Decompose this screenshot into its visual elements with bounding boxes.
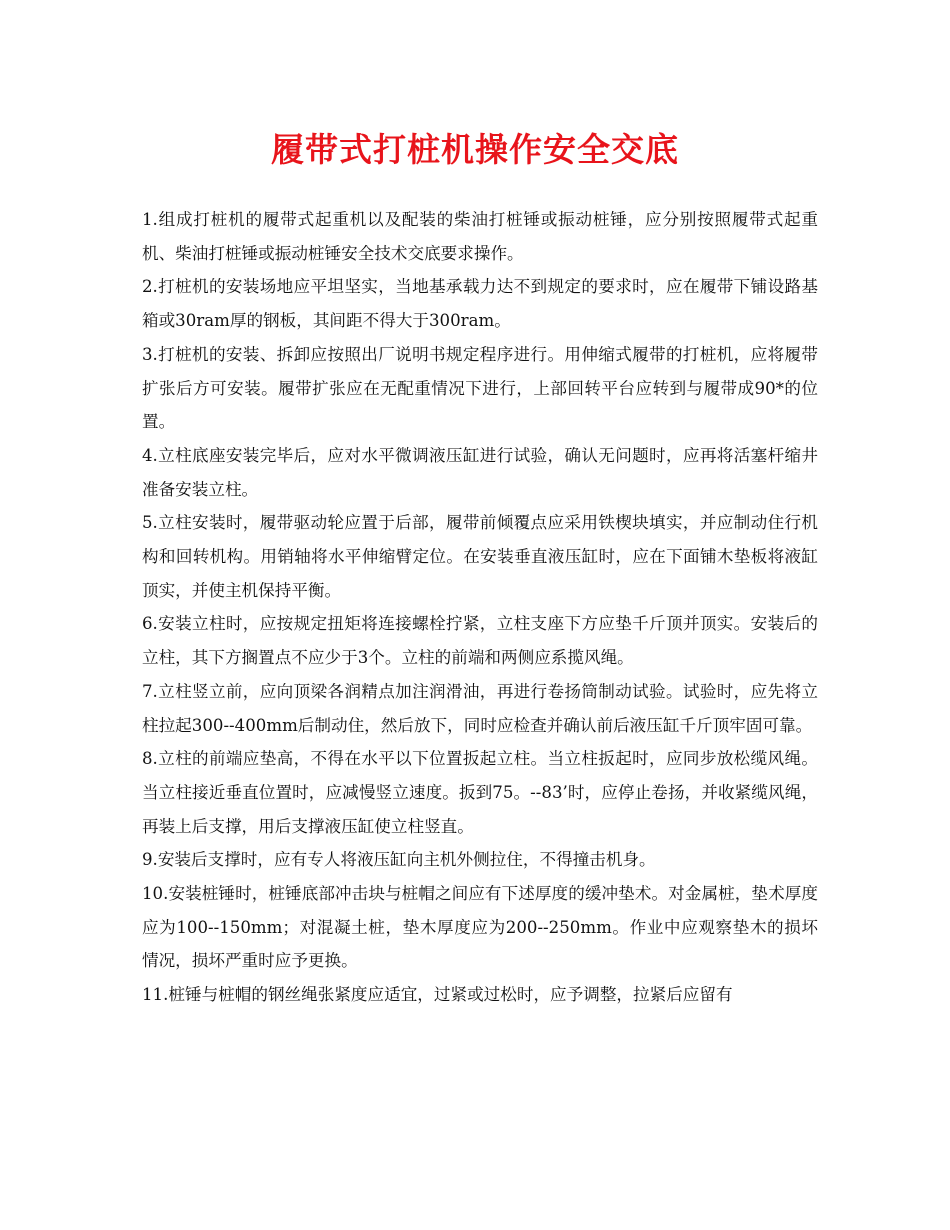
paragraph-7: 7.立柱竖立前，应向顶梁各润精点加注润滑油，再进行卷扬筒制动试验。试验时，应先将立柱拉起300--400mm后制动住，然后放下，同时应检查并确认前后液压缸千斤顶牢固可靠。 xyxy=(142,681,818,735)
paragraph-5: 5.立柱安装时，履带驱动轮应置于后部，履带前倾覆点应采用铁楔块填实，并应制动住行机构和回转机构。用销轴将水平伸缩臂定位。在安装垂直液压缸时，应在下面铺木垫板将液缸顶实，并使主机保持平衡。 xyxy=(142,513,818,600)
paragraph-2: 2.打桩机的安装场地应平坦坚实，当地基承载力达不到规定的要求时，应在履带下铺设路基箱或30ram厚的钢板，其间距不得大于300ram。 xyxy=(142,277,818,331)
paragraph-3: 3.打桩机的安装、拆卸应按照出厂说明书规定程序进行。用伸缩式履带的打桩机，应将履带扩张后方可安装。履带扩张应在无配重情况下进行，上部回转平台应转到与履带成90*的位置。 xyxy=(142,344,818,432)
paragraph-10: 10.安装桩锤时，桩锤底部冲击块与桩帽之间应有下述厚度的缓冲垫术。对金属桩，垫术厚度应为100--150mm；对混凝土桩，垫木厚度应为200--250mm。作业中应观察垫木的损坏情况，损坏严重时应予更换。 xyxy=(142,884,818,971)
paragraph-8: 8.立柱的前端应垫高，不得在水平以下位置扳起立柱。当立柱扳起时，应同步放松缆风绳。当立柱接近垂直位置时，应减慢竖立速度。扳到75。--83’时，应停止卷扬，并收紧缆风绳，再装上后支撑，用后支撑液压缸使立柱竖直。 xyxy=(142,749,818,836)
paragraph-6: 6.安装立柱时，应按规定扭矩将连接螺栓拧紧，立柱支座下方应垫千斤顶并顶实。安装后的立柱，其下方搁置点不应少于3个。立柱的前端和两侧应系揽风绳。 xyxy=(142,614,818,668)
paragraph-9: 9.安装后支撑时，应有专人将液压缸向主机外侧拉住，不得撞击机身。 xyxy=(142,850,656,870)
paragraph-1: 1.组成打桩机的履带式起重机以及配装的柴油打桩锤或振动桩锤，应分别按照履带式起重机、柴油打桩锤或振动桩锤安全技术交底要求操作。 xyxy=(142,210,818,263)
paragraph-4: 4.立柱底座安装完毕后，应对水平微调液压缸进行试验，确认无问题时，应再将活塞杆缩井准备安装立柱。 xyxy=(142,445,818,499)
document-body xyxy=(142,203,818,1012)
paragraph-11: 11.桩锤与桩帽的钢丝绳张紧度应适宜，过紧或过松时，应予调整，拉紧后应留有 xyxy=(142,985,733,1005)
document-title: 履带式打桩机操作安全交底 xyxy=(271,130,679,169)
